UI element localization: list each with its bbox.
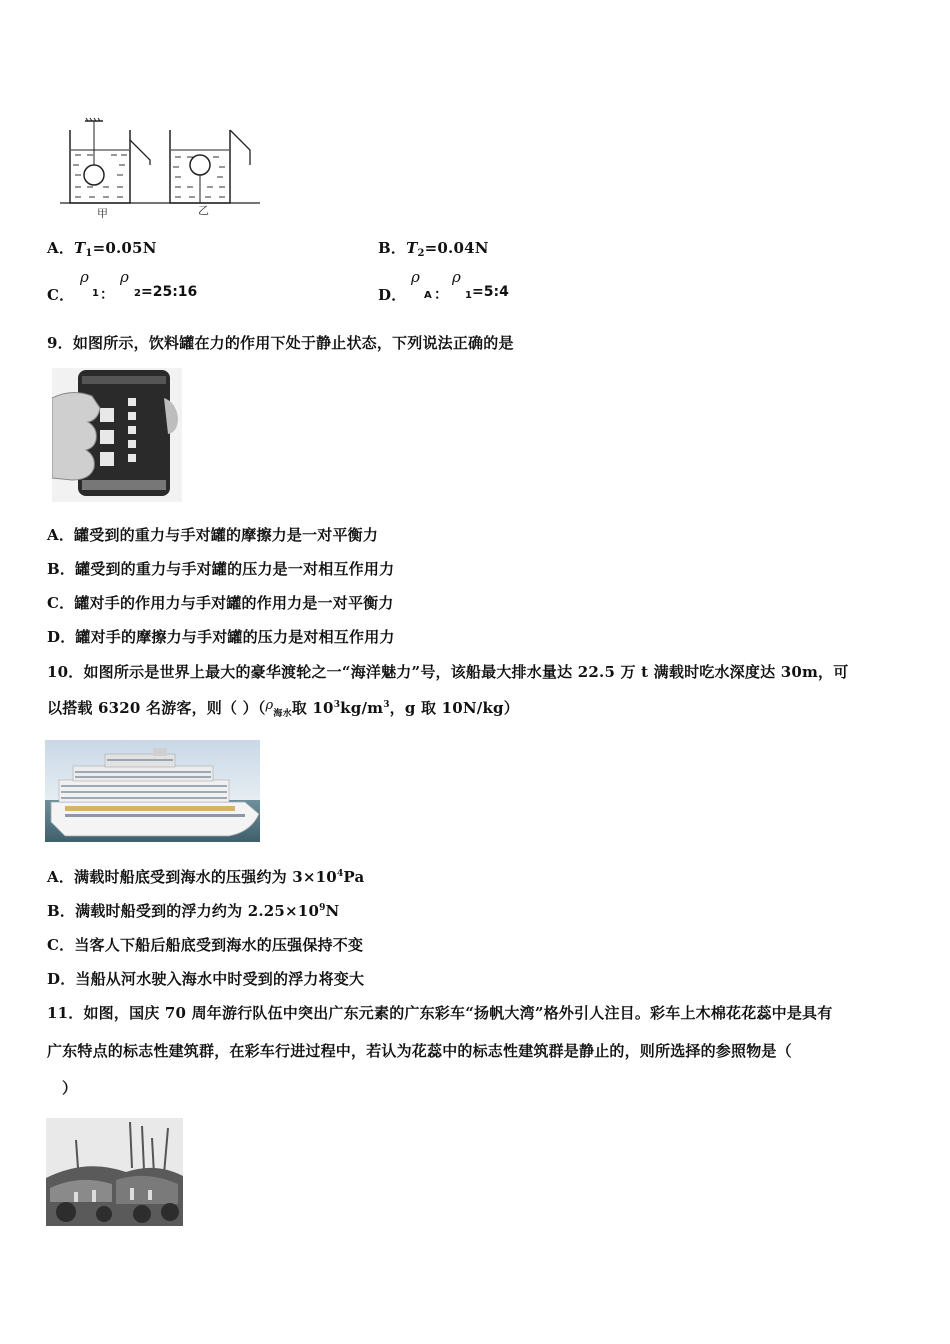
q8-containers-figure — [55, 115, 265, 220]
rho-symbol: ρ — [265, 698, 274, 713]
q10-stem-line1: 10．如图所示是世界上最大的豪华渡轮之一“海洋魅力”号，该船最大排水量达 22.5 万 t 满载时吃水深度达 30m，可 — [47, 663, 849, 681]
q9-option-b: B．罐受到的重力与手对罐的压力是一对相互作用力 — [47, 560, 395, 578]
q8-option-b: B．$T_2=0.04N$ — [378, 239, 489, 259]
q10-option-c: C．当客人下船后船底受到海水的压强保持不变 — [47, 936, 364, 954]
q9-option-a: A．罐受到的重力与手对罐的摩擦力是一对平衡力 — [47, 526, 379, 544]
q9-option-c: C．罐对手的作用力与手对罐的作用力是一对平衡力 — [47, 594, 394, 612]
q11-stem-line2: 广东特点的标志性建筑群，在彩车行进过程中，若认为花蕊中的标志性建筑群是静止的，则所选择的参照物是（ — [47, 1042, 792, 1060]
q8-option-a: A．$T_1=0.05N$ — [47, 239, 157, 259]
figure-label-right: 乙 — [198, 204, 209, 217]
rho-symbol: ρ — [411, 268, 420, 286]
q11-parade-float-photo — [46, 1118, 183, 1226]
q9-option-d: D．罐对手的摩擦力与手对罐的压力是对相互作用力 — [47, 628, 395, 646]
q10-option-d: D．当船从河水驶入海水中时受到的浮力将变大 — [47, 970, 365, 988]
q10-option-b: B．满载时船受到的浮力约为 $2.25\times 10^9N$ — [47, 902, 340, 920]
q9-stem: 9．如图所示，饮料罐在力的作用下处于静止状态，下列说法正确的是 — [47, 334, 514, 352]
figure-label-left: 甲 — [97, 207, 108, 220]
q10-cruise-ship-photo — [45, 740, 260, 842]
q10-stem-line2: 以搭载 6320 名游客，则（ ）（$\rho_{海水}$取 $10^3kg/m^3$，g 取 10N/kg） — [47, 698, 519, 719]
q8-option-c: C． — [47, 286, 75, 304]
rho-symbol: ρ — [120, 268, 129, 286]
q11-stem-line1: 11．如图，国庆 70 周年游行队伍中突出广东元素的广东彩车“扬帆大湾”格外引人注目。彩车上木棉花花蕊中是具有 — [47, 1004, 833, 1022]
q8-option-d: D． — [378, 286, 407, 304]
q10-option-a: A．满载时船底受到海水的压强约为 $3\times 10^4Pa$ — [47, 868, 365, 886]
rho-symbol: ρ — [452, 268, 461, 286]
q11-stem-line3: ） — [62, 1079, 78, 1097]
rho-symbol: ρ — [80, 268, 89, 286]
q9-drink-can-photo — [52, 368, 182, 502]
